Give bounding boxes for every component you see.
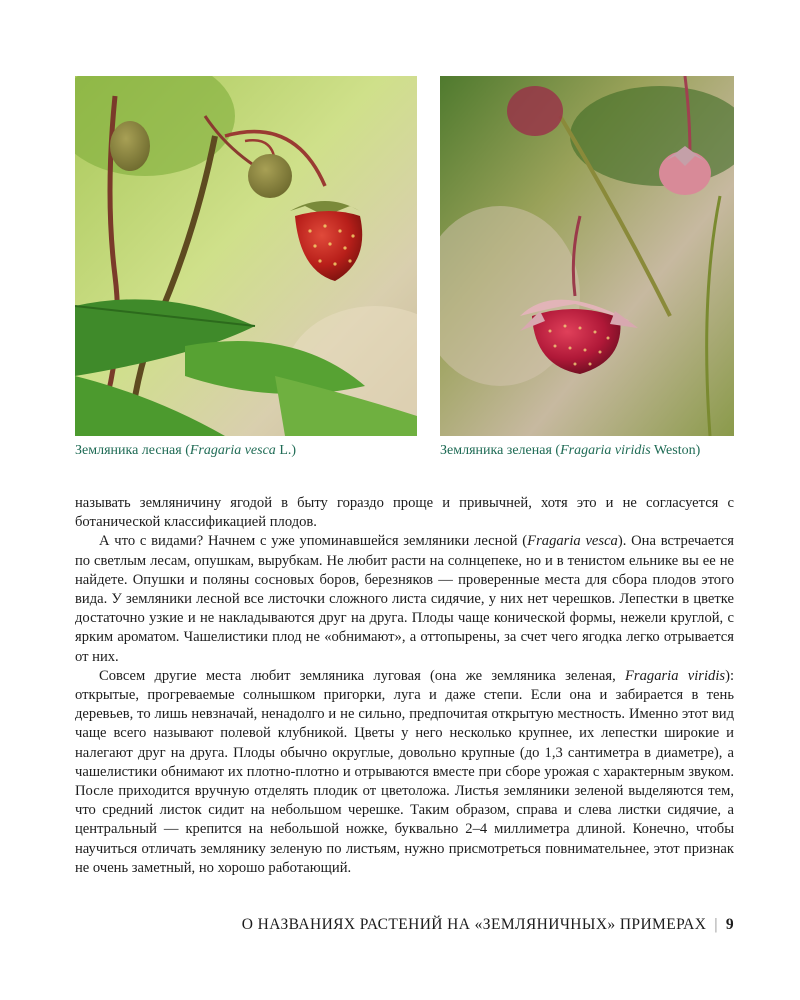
caption-left-suffix: L.) (275, 443, 297, 458)
paragraph-2-latin: Fragaria vesca (527, 533, 618, 550)
paragraph-2 (75, 532, 734, 666)
paragraph-2-start: А что с видами? Начнем с уже упоминавшейся земляники лесной ( (99, 533, 528, 550)
page-footer (75, 916, 734, 934)
caption-left-prefix: Земляника лесная ( (75, 443, 190, 458)
footer-title: О НАЗВАНИЯХ РАСТЕНИЙ НА «ЗЕМЛЯНИЧНЫХ» ПРИМЕРАХ (241, 916, 707, 933)
page-number: 9 (725, 916, 734, 933)
caption-fragaria-vesca (75, 442, 417, 460)
paragraph-3-end: ): открытые, прогреваемые солнышком пригорки, луга и даже степи. Если она и забирается в тень деревьев, то лишь невзначай, ненадолго и не сильно, предпочитая открытую местность. Именно этот вид чаще всего называют полевой клубникой. Цветы у него несколько крупнее, их лепестки широкие и налегают друг на друга. Плоды обычно округлые, довольно крупные (до 1,3 сантиметра в диаметре), а чашелистики обнимают их плотно-плотно и отрываются вместе при сборе урожая с характерным звуком. После приходится вручную отделять плодик от цветоложа. Листья земляники зеленой выделяются тем, что средний листок сидит на небольшом черешке. Таким образом, справа и слева листки сидячие, а центральный — крепится на небольшой ножке, буквально 2–4 миллиметра длиной. Конечно, чтобы научиться отличать землянику зеленую по листьям, нужно присмотреться повнимательнее, этот признак не очень заметный, но хорошо работающий. (75, 667, 734, 876)
caption-fragaria-viridis (440, 442, 734, 460)
paragraph-3 (75, 667, 734, 878)
caption-right-latin: Fragaria viridis (560, 443, 651, 458)
footer-separator: | (714, 916, 718, 933)
caption-left-latin: Fragaria vesca (189, 443, 276, 458)
paragraph-1: называть земляничину ягодой в быту гораздо проще и привычней, хотя это и не согласуется с ботанической классификацией плодов. (75, 495, 734, 531)
paragraph-2-end: ). Она встречается по светлым лесам, опушкам, вырубкам. Не любит расти на солнцепеке, но и в тенистом ельнике вы ее не найдете. Опушки и поляны сосновых боров, березняков — проверенные места для сбора плодов этого вида. У земляники лесной все листочки сложного листа сидячие, у них нет черешков. Лепестки в цветке достаточно узкие и не накладываются друг на друга. Плоды чаще конической формы, нежели круглой, с ярким ароматом. Чашелистики плод не «обнимают», а оттопырены, за счет чего ягодка легко отрывается от них. (75, 533, 734, 665)
caption-right-suffix: Weston) (650, 443, 701, 458)
paragraph-3-latin: Fragaria viridis (625, 667, 726, 684)
photo-fragaria-viridis (440, 76, 734, 436)
caption-right-prefix: Земляника зеленая ( (440, 443, 561, 458)
body-text (75, 494, 734, 878)
paragraph-3-start: Совсем другие места любит земляника луговая (она же земляника зеленая, (99, 667, 625, 684)
photo-fragaria-vesca (75, 76, 417, 436)
